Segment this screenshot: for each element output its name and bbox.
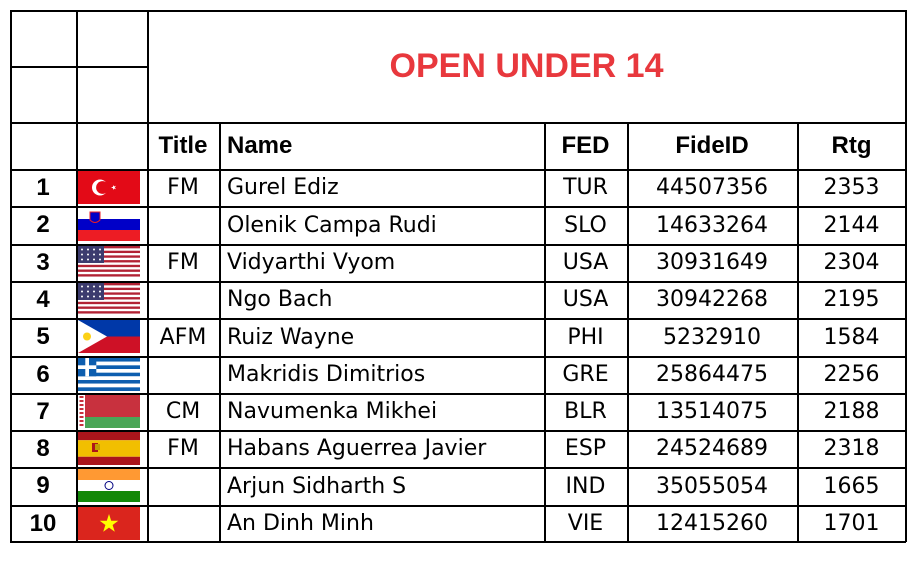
player-rating: 1584: [823, 324, 880, 350]
sheet-title: OPEN UNDER 14: [389, 46, 664, 85]
player-name: Olenik Campa Rudi: [227, 212, 437, 238]
player-fed: USA: [562, 287, 609, 312]
grid-line: [10, 66, 147, 68]
player-title: CM: [165, 399, 201, 424]
player-title: [147, 206, 219, 244]
player-rating: 2188: [823, 399, 880, 424]
rank-number: 6: [36, 360, 50, 388]
slovenia-flag-icon: [78, 208, 140, 241]
turkey-flag-icon: [78, 171, 140, 204]
player-title: [147, 281, 219, 318]
player-name: Habans Aguerrea Javier: [227, 436, 487, 461]
player-name: An Dinh Minh: [227, 511, 374, 536]
player-name: Makridis Dimitrios: [227, 362, 426, 387]
usa-flag-icon: [78, 246, 140, 279]
player-rating: 1665: [823, 473, 880, 499]
player-name: Gurel Ediz: [227, 175, 339, 200]
grid-line: [10, 318, 906, 320]
player-fide-id: 14633264: [656, 212, 768, 238]
header-title: Title: [158, 131, 208, 159]
rank-number: 1: [36, 173, 50, 201]
player-rating: 2304: [823, 250, 880, 275]
player-fed: USA: [562, 250, 609, 275]
grid-line: [10, 467, 906, 469]
player-fide-id: 13514075: [656, 399, 768, 424]
player-rating: 1701: [823, 511, 880, 536]
grid-line: [10, 541, 906, 543]
player-title: [147, 356, 219, 393]
rank-number: 4: [36, 285, 50, 313]
header-name: Name: [227, 131, 293, 159]
player-fide-id: 35055054: [656, 473, 768, 499]
player-title: FM: [167, 250, 199, 275]
header-fed: FED: [561, 131, 610, 159]
player-rating: 2353: [823, 175, 880, 200]
grid-line: [10, 356, 906, 358]
belarus-flag-icon: [78, 395, 140, 428]
player-fed: IND: [565, 473, 606, 499]
player-name: Vidyarthi Vyom: [227, 250, 396, 275]
rank-number: 8: [36, 434, 50, 462]
grid-line: [544, 122, 546, 542]
rank-number: 5: [36, 323, 50, 350]
player-fed: SLO: [564, 212, 607, 238]
grid-line: [10, 10, 906, 12]
grid-line: [10, 430, 906, 432]
grid-line: [10, 169, 906, 171]
player-name: Arjun Sidharth S: [227, 473, 407, 499]
vietnam-flag-icon: [78, 507, 140, 540]
grid-line: [10, 10, 12, 542]
player-fide-id: 25864475: [656, 362, 768, 387]
player-title: FM: [167, 175, 199, 200]
header-rtg: Rtg: [831, 131, 872, 159]
grid-line: [10, 281, 906, 283]
player-fed: VIE: [567, 511, 604, 536]
grid-line: [797, 122, 799, 542]
player-fide-id: 24524689: [656, 436, 768, 461]
player-rating: 2256: [823, 362, 880, 387]
player-title: AFM: [159, 324, 207, 350]
player-fed: ESP: [564, 436, 607, 461]
grid-line: [147, 10, 149, 542]
player-name: Ngo Bach: [227, 287, 333, 312]
player-name: Ruiz Wayne: [227, 324, 355, 350]
grid-line: [219, 122, 221, 542]
player-rating: 2144: [823, 212, 880, 238]
player-rating: 2195: [823, 287, 880, 312]
rank-number: 3: [36, 248, 50, 276]
grid-line: [627, 122, 629, 542]
player-fed: BLR: [564, 399, 607, 424]
spain-flag-icon: [78, 432, 140, 465]
player-fed: PHI: [567, 324, 604, 350]
grid-line: [905, 10, 907, 542]
player-fed: GRE: [562, 362, 609, 387]
rank-number: 10: [29, 509, 57, 537]
india-flag-icon: [78, 469, 140, 502]
player-fide-id: 44507356: [656, 175, 768, 200]
player-rating: 2318: [823, 436, 880, 461]
player-fide-id: 12415260: [656, 511, 768, 536]
player-fide-id: 30931649: [656, 250, 768, 275]
player-title: FM: [167, 436, 199, 461]
usa-flag-icon: [78, 283, 140, 316]
grid-line: [76, 10, 78, 542]
philippines-flag-icon: [78, 320, 140, 353]
rank-number: 9: [36, 472, 50, 499]
player-fide-id: 5232910: [663, 324, 761, 350]
player-name: Navumenka Mikhei: [227, 399, 438, 424]
grid-line: [10, 206, 906, 208]
grid-line: [10, 122, 906, 124]
player-title: [147, 467, 219, 505]
player-title: [147, 505, 219, 542]
grid-line: [10, 393, 906, 395]
greece-flag-icon: [78, 358, 140, 391]
player-fed: TUR: [563, 175, 608, 200]
grid-line: [10, 244, 906, 246]
grid-line: [10, 505, 906, 507]
player-fide-id: 30942268: [656, 287, 768, 312]
rank-number: 2: [36, 211, 50, 238]
header-fideid: FideID: [675, 131, 749, 159]
rank-number: 7: [36, 397, 50, 425]
